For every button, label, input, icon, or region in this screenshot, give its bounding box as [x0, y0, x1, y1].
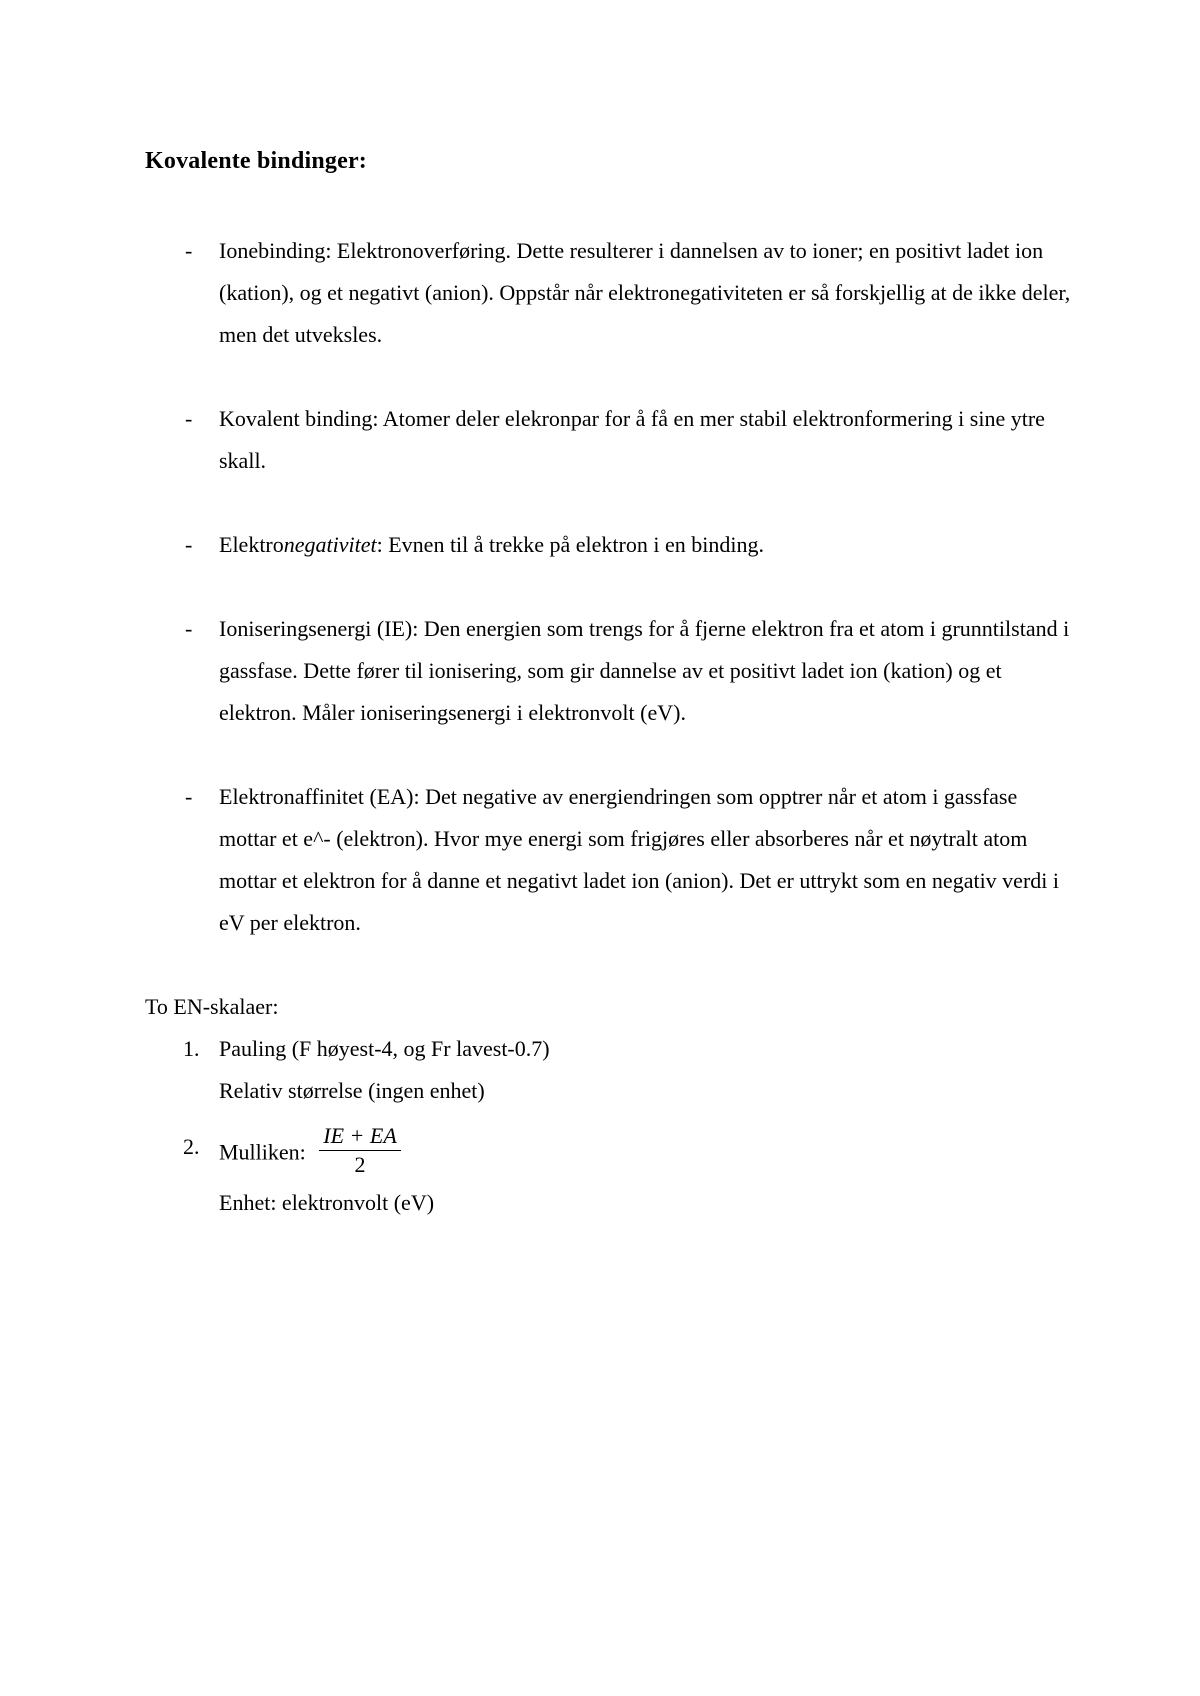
bullet-item-elektronegativitet	[145, 524, 1075, 566]
mulliken-formula	[319, 1122, 401, 1179]
bullet-dash: -	[185, 532, 193, 557]
bullet-item-ionebinding	[145, 230, 1075, 356]
scale-subtext: Relativ størrelse (ingen enhet)	[219, 1078, 485, 1103]
list-number: 1.	[183, 1036, 200, 1061]
bullet-text: Ionebinding: Elektronoverføring. Dette resulterer i dannelsen av to ioner; en positivt ladet ion (kation), og et negativt (anion). Oppstår når elektronegativiteten er så forskjellig at de ikke deler, men det utveksles.	[219, 238, 1071, 347]
scale-subtext: Enhet: elektronvolt (eV)	[219, 1190, 435, 1215]
bullet-dash: -	[185, 406, 193, 431]
bullet-dash: -	[185, 784, 193, 809]
scale-item-pauling	[145, 1028, 1045, 1070]
bullet-text: Kovalent binding: Atomer deler elekronpar for å få en mer stabil elektronformering i sine ytre skall.	[219, 406, 1045, 473]
scale-item-mulliken	[145, 1123, 1045, 1183]
bullet-text: Ioniseringsenergi (IE): Den energien som trengs for å fjerne elektron fra et atom i grunntilstand i gassfase. Dette fører til ionisering, som gir dannelse av et positivt ladet ion (kation) og et elektron. Måler ioniseringsenergi i elektronvolt (eV).	[219, 616, 1070, 725]
bullet-text-emphasis: negativitet	[283, 532, 377, 557]
bullet-text: Elektronaffinitet (EA): Det negative av energiendringen som opptrer når et atom i gassfase mottar et e^- (elektron). Hvor mye energi som frigjøres eller absorberes når et nøytralt atom mottar et elektron for å danne et negativt ladet ion (anion). Det er uttrykt som en negativ verdi i eV per elektron.	[219, 784, 1059, 935]
formula-denominator: 2	[354, 1152, 366, 1177]
bullet-text	[219, 524, 1075, 566]
bullet-item-elektronaffinitet	[145, 776, 1075, 944]
bullet-item-ioniseringsenergi	[145, 608, 1075, 734]
list-number: 2.	[183, 1134, 200, 1159]
bullet-dash: -	[185, 238, 193, 263]
bullet-text-post: : Evnen til å trekke på elektron i en binding.	[376, 532, 764, 557]
scales-heading: To EN-skalaer:	[145, 994, 279, 1019]
scale-text: Mulliken:	[219, 1139, 306, 1165]
scale-text: Pauling (F høyest-4, og Fr lavest-0.7)	[219, 1036, 550, 1061]
bullet-item-kovalent-binding	[145, 398, 1075, 482]
scale-text-row	[219, 1123, 1045, 1183]
page-title: Kovalente bindinger:	[145, 148, 368, 174]
formula-numerator: IE + EA	[319, 1122, 401, 1151]
bullet-text-pre: Elektro	[219, 532, 284, 557]
bullet-dash: -	[185, 616, 193, 641]
